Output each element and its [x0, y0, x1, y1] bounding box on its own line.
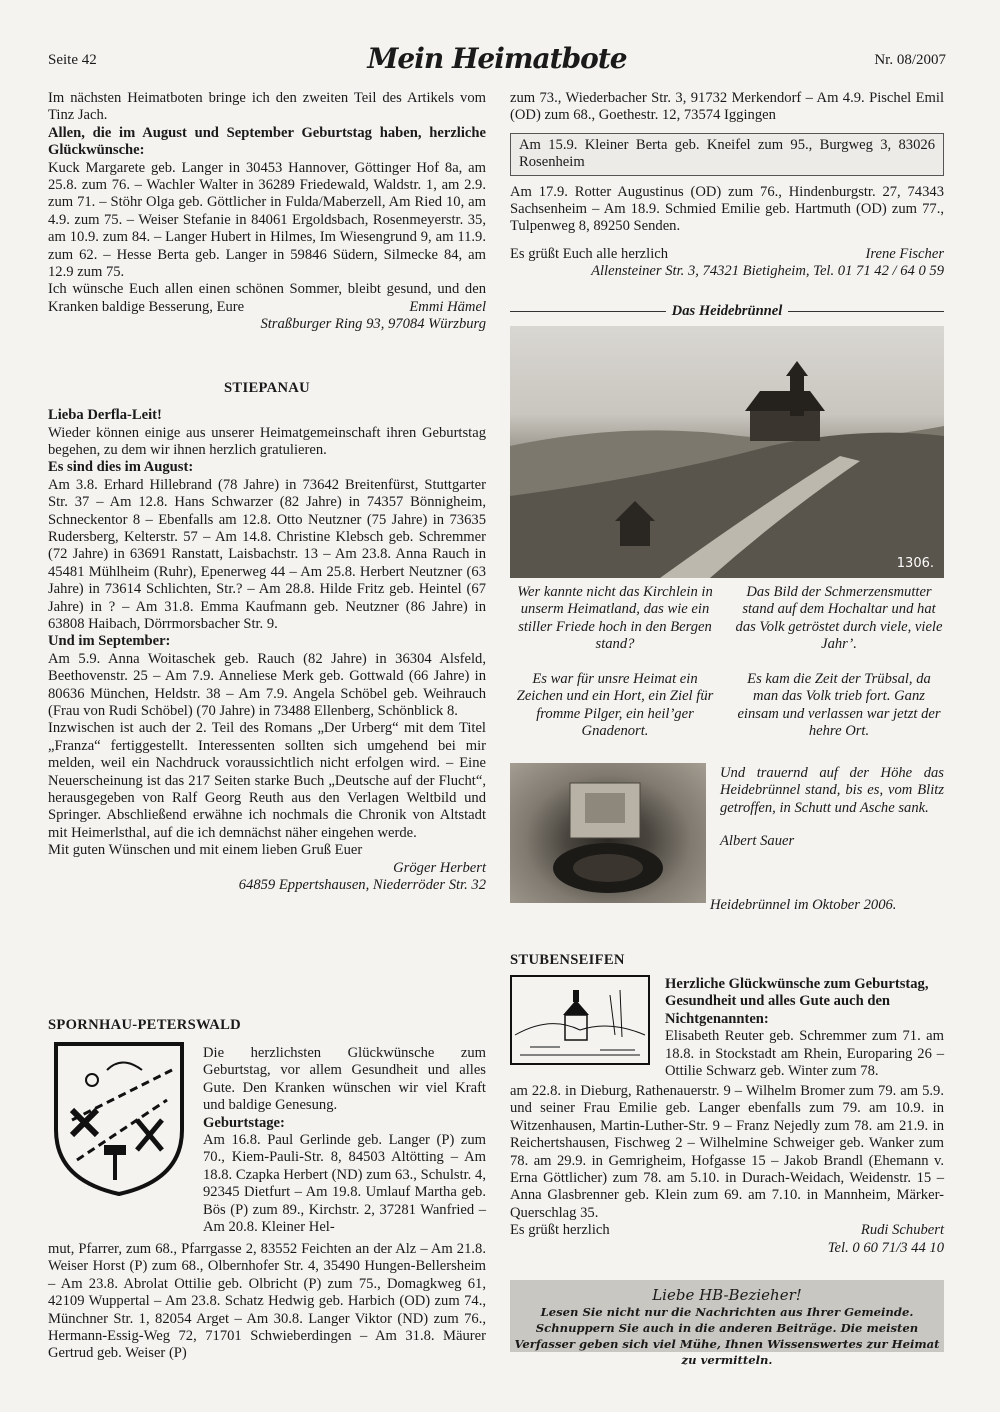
poem-stanza: Das Bild der Schmerzensmutter stand auf dem Hochaltar und hat das Volk getröstet durch viele, viele Jahr’.	[735, 584, 943, 653]
subheading-september: Und im September:	[48, 633, 171, 650]
greeting: Lieba Derfla-Leit!	[48, 407, 162, 424]
section-title-spornhau: SPORNHAU-PETERSWALD	[48, 1017, 242, 1033]
stubenseifen-block-continued	[510, 1083, 944, 1257]
section-title-heidebruennel: Das Heidebrünnel	[671, 302, 783, 319]
issue-number: Nr. 08/2007	[874, 52, 946, 68]
photo-number: 1306.	[896, 555, 934, 571]
birthday-list-more: Am 17.9. Rotter Augustinus (OD) zum 76., Hindenburgstr. 27, 74343 Sachsenheim – Am 18.9. Schmied Emilie geb. Hartmuth (OD) zum 77., Tulpenweg 8, 89250 Senden.	[510, 183, 944, 235]
birthday-list-august: Am 3.8. Erhard Hillebrand (78 Jahre) in 73642 Breitenfürst, Stuttgarter Str. 37 – Am 12.8. Hans Schwarzer (82 Jahre) in 74357 Bönnigheim, Schneckentor 8 – Ebenfalls am 12.8. Otto Neutzner (75 Jahre) in 73635 Rudersberg, Kelterstr. 57 – Am 14.8. Christine Klebsch geb. Schremmer (72 Jahre) in 63691 Ranstatt, Laisbachstr. 13 – Am 23.8. Anna Rauch in 45481 Mühlheim (Ruhr), Epenerweg 44 – Am 25.8. Herbert Neutzner (63 Jahre) in 73614 Schlichten, Str.? – Am 28.8. Hilde Fritz geb. Heintel (67 Jahre) in ? – Am 31.8. Emma Kaufmann geb. Neutzner (86 Jahre) in 63808 Haibach, Dörrmorsbacher Str. 9.	[48, 476, 486, 632]
signature: Rudi Schubert	[860, 1222, 944, 1239]
section-title-stiepanau: STIEPANAU	[224, 379, 310, 396]
signature-phone: Tel. 0 60 71/3 44 10	[827, 1239, 944, 1256]
greeting-line	[510, 1222, 944, 1239]
spornhau-block-continued	[48, 1241, 486, 1363]
section-divider	[510, 303, 944, 320]
subheading-august: Es sind dies im August:	[48, 459, 194, 476]
subheading-birthdays: Geburtstage:	[203, 1114, 285, 1131]
poem-row-1	[510, 584, 944, 654]
birthday-list-spornhau: Am 16.8. Paul Gerlinde geb. Langer (P) zum 70., Kiem-Pauli-Str. 8, 84503 Altötting – Am 18.8. Czapka Herbert (ND) zum 63., Schulstr. 4, 92345 Dietfurt – Am 19.8. Umlauf Martha geb. Bös (P) zum 89., Kirchstr. 2, 37281 Wanfried – Am 20.8. Kleiner Hel-	[203, 1132, 486, 1236]
village-sketch-image	[510, 975, 650, 1065]
signature-address: Allensteiner Str. 3, 74321 Bietigheim, Tel. 01 71 42 / 64 0 59	[591, 263, 944, 280]
birthday-list-spornhau-cont: mut, Pfarrer, zum 68., Pfarrgasse 2, 83552 Feichten an der Alz – Am 21.8. Weiser Horst (P) zum 68., Olbernhofer Str. 4, 35490 Hungen-Bellersheim – Am 23.8. Abrolat Ottilie geb. Olbricht (P) zum 75., Domagkweg 61, 42109 Wuppertal – Am 23.8. Schatz Hedwig geb. Harbich (OD) zum 74., Münchner Str. 1, 82054 Arget – Am 30.8. Langer Viktor (ND) zum 76., Hermann-Essig-Weg 72, 71701 Schwieberdingen – Am 31.8. Mäurer Gertrud geb. Weiser (P)	[48, 1241, 486, 1362]
church-photo	[510, 326, 944, 578]
greeting-text: Es grüßt herzlich	[510, 1222, 610, 1239]
closing: Mit guten Wünschen und mit einem lieben Gruß Euer	[48, 842, 363, 859]
birthday-heading: Allen, die im August und September Geburtstag haben, herzliche Glückwünsche:	[48, 124, 486, 159]
highlight-box	[510, 133, 944, 176]
birthday-list-september: Am 5.9. Anna Woitaschek geb. Rauch (82 Jahre) in 36304 Alsfeld, Beethovenstr. 25 – Am 7.9. Anneliese Merk geb. Gottwald (66 Jahre) in 80636 München, Heldstr. 38 – Am 7.9. Angela Schöbel geb. Weihrauch (Frau von Rudi Schöbel) (70 Jahre) in 73488 Ellenberg, Schönblick 8.	[48, 650, 486, 720]
poem-stanza: Wer kannte nicht das Kirchlein in unserm Heimatland, das wie ein stiller Friede hoch in den Bergen stand?	[517, 584, 713, 653]
right-column	[510, 90, 944, 740]
coat-of-arms-image	[52, 1040, 186, 1198]
wishes-text: Ich wünsche Euch allen einen schönen Sommer, bleibt gesund, und den Kranken baldige Besserung, Eure	[48, 281, 486, 315]
signature-address: Straßburger Ring 93, 97084 Würzburg	[260, 316, 486, 333]
page-number: Seite 42	[48, 52, 97, 68]
birthday-list-cont: zum 73., Wiederbacher Str. 3, 91732 Merkendorf – Am 4.9. Pischel Emil (OD) zum 68., Goethestr. 12, 73574 Iggingen	[510, 90, 944, 124]
poem-stanza: Es kam die Zeit der Trübsal, da man das Volk trieb fort. Ganz einsam und verlassen war jetzt der hehre Ort.	[737, 670, 941, 739]
section-title-stubenseifen: STUBENSEIFEN	[510, 952, 625, 968]
signature-address: 64859 Eppertshausen, Niederröder Str. 32	[238, 877, 486, 894]
book-news: Inzwischen ist auch der 2. Teil des Romans „Der Urberg“ mit dem Titel „Franza“ fertiggestellt. Interessenten sollten sich umgehend bei mir melden, weil ein Nachdruck voraussichtlich nicht erfolgen wird. – Eine Neuerscheinung ist das 217 Seiten starke Buch „Deutsche auf der Flucht“, herausgegeben von Ralf Georg Reuth aus den Verlagen Weltbild und Springer. Abschließend erwähne ich nochmals die Chronik von Altstadt mit Heimerlsthal, auf die ich demnächst näher eingehen werde.	[48, 720, 486, 841]
signature: Irene Fischer	[865, 245, 944, 262]
signature: Emmi Hämel	[409, 298, 486, 315]
spring-photo	[510, 763, 706, 903]
left-column	[48, 90, 486, 894]
notice-text: Lesen Sie nicht nur die Nachrichten aus Ihrer Gemeinde. Schnuppern Sie auch in die anderen Beiträge. Die meisten Verfasser geben sich viel Mühe, Ihnen Wissenswertes zur Heimat zu vermitteln.	[514, 1305, 940, 1367]
poem-row-2	[510, 671, 944, 741]
birthday-list-stubenseifen-cont: am 22.8. in Dieburg, Rathenauerstr. 9 – Wilhelm Bromer zum 79. am 5.9. und seiner Frau Emilie geb. Langer ebenfalls zum 79. am 10.9. in Witzenhausen, Martin-Luther-Str. 9 – Franz Nejedly zum 78. am 21.9. in Reichertshausen, Fischweg 2 – Wilhelmine Schweiger geb. Wanker zum 78. am 29.9. in Gemrigheim, Hofgasse 15 – Jakob Brandl (Ehemann v. Erna Göttlicher) zum 78. am 5.10. in Durach-Weidach, Weidenstr. 15 – Anna Glasbrenner geb. Klein zum 69. am 7.10. in Mannheim, Märker-Querschlag 35.	[510, 1083, 944, 1221]
intro-text: Im nächsten Heimatboten bringe ich den zweiten Teil des Artikels vom Tinz Jach.	[48, 90, 486, 124]
poet-name: Albert Sauer	[720, 833, 795, 850]
poem-stanza: Es war für unsre Heimat ein Zeichen und ein Hort, ein Ziel für fromme Pilger, ein heil’ger Gnadenort.	[516, 670, 714, 739]
signature: Gröger Herbert	[393, 859, 486, 876]
highlight-text: Am 15.9. Kleiner Berta geb. Kneifel zum 95., Burgweg 3, 83026 Rosenheim	[519, 136, 935, 171]
poem-stanza-3	[720, 765, 944, 851]
page-header	[48, 42, 946, 75]
greeting-text: Es grüßt Euch alle herzlich	[510, 245, 669, 262]
stubenseifen-heading: Herzliche Glückwünsche zum Geburtstag, Gesundheit und alles Gute auch den Nichtgenannten:	[665, 976, 929, 1027]
paragraph: Wieder können einige aus unserer Heimatgemeinschaft ihren Geburtstag begehen, zu dem wir ihnen herzlich gratulieren.	[48, 424, 486, 458]
notice-box	[510, 1280, 944, 1367]
greeting-line	[510, 246, 944, 263]
birthday-list-stubenseifen: Elisabeth Reuter geb. Schremmer zum 71. am 18.8. in Stockstadt am Rhein, Europaring 26 – Ottilie Schwarz geb. Winter zum 78.	[665, 1028, 944, 1080]
poem-stanza: Und trauernd auf der Höhe das Heidebrünnel stand, bis es, vom Blitz getroffen, in Schutt und Asche sank.	[720, 765, 944, 816]
photo-caption: Heidebrünnel im Oktober 2006.	[710, 897, 897, 913]
masthead-logo: Mein Heimatbote	[367, 42, 627, 75]
spornhau-wishes: Die herzlichsten Glückwünsche zum Geburtstag, vor allem Gesundheit und alles Gute. Den Kranken wünschen wir viel Kraft und baldige Genesung.	[203, 1045, 486, 1114]
notice-title: Liebe HB-Bezieher!	[652, 1286, 802, 1304]
birthday-list: Kuck Margarete geb. Langer in 30453 Hannover, Göttinger Hof 8a, am 25.8. zum 76. – Wachler Walter in 36289 Friedewald, Waldstr. 1, am 2.9. zum 71. – Stöhr Olga geb. Göttlicher in Fulda/Maberzell, Am Ried 10, am 4.9. zum 75. – Weiser Stefanie in 84061 Ergoldsbach, Rosenmeyerstr. 35, am 10.9. zum 84. – Langer Hubert in Hilmes, Im Wiesengrund 9, am 11.9. zum 62. – Hesse Berta geb. Langer in 59846 Südern, Silmecke 84, am 12.9 zum 75.	[48, 159, 486, 281]
stubenseifen-block	[665, 976, 944, 1080]
spornhau-block	[203, 1045, 486, 1236]
